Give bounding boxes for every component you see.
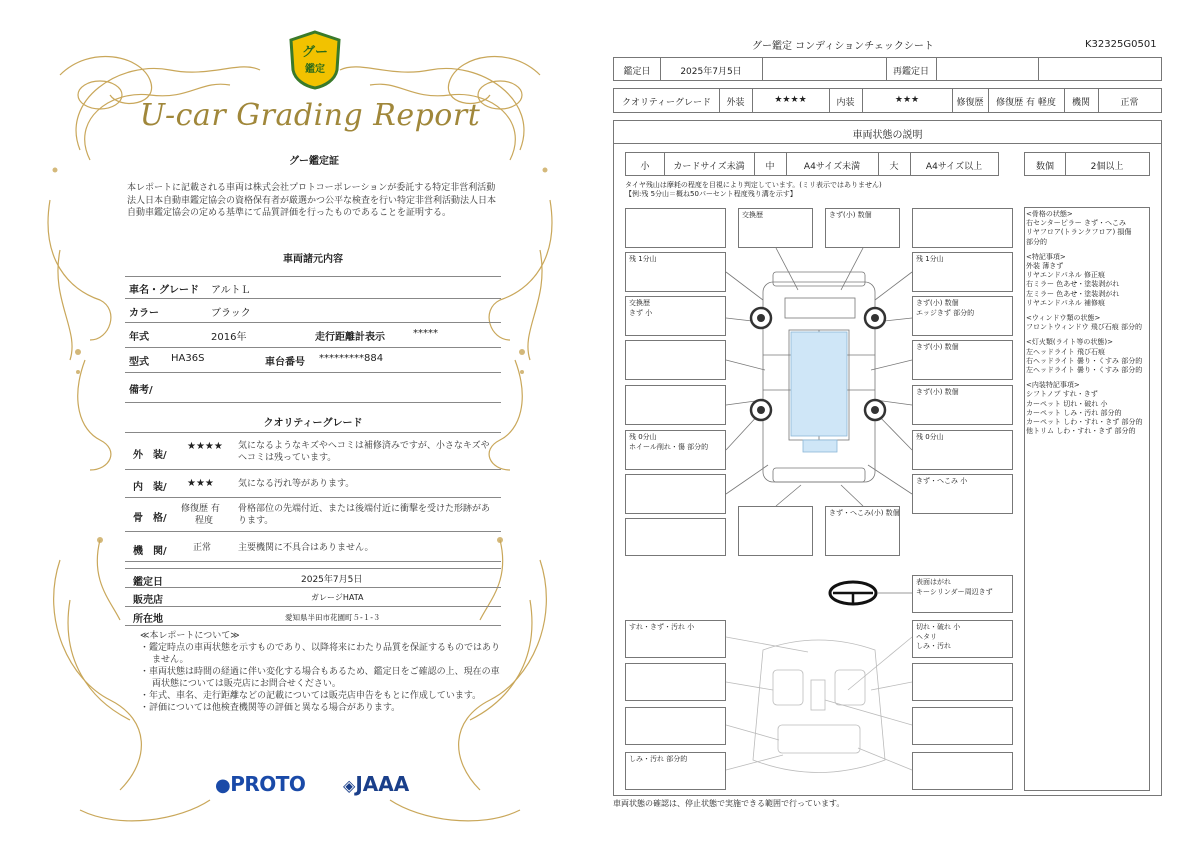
annotation-text: 残 0分山 xyxy=(629,433,657,441)
note-line: リヤエンドパネル 補修痕 xyxy=(1026,298,1105,307)
frame-label: 骨 格/ xyxy=(133,513,167,524)
spec-name-label: 車名・グレード xyxy=(129,285,199,296)
spec-row-color xyxy=(125,299,501,323)
annotation-text: 交換歴 xyxy=(629,299,650,307)
note-line: 左ミラー 色あせ・塗装剥がれ xyxy=(1026,289,1120,298)
annotation-text: キーシリンダー周辺きず xyxy=(916,587,993,596)
engine-value: 正常 xyxy=(193,543,212,553)
legend-medium-desc: A4サイズ未満 xyxy=(803,162,861,172)
footer-logos xyxy=(215,770,415,800)
interior-value-r: ★★★ xyxy=(894,95,920,105)
spec-row-model xyxy=(125,348,501,373)
spec-color-value: ブラック xyxy=(211,308,251,319)
info-shop-label: 販売店 xyxy=(133,595,163,606)
note-line: カーペット しわ・すれ・きず 部分的 xyxy=(1026,418,1143,427)
note-line: 他トリム しわ・すれ・きず 部分的 xyxy=(1026,427,1136,436)
steering-wheel-icon xyxy=(830,582,912,604)
interior-label-r: 内装 xyxy=(836,98,855,108)
sheet-title: グー鑑定 コンディションチェックシート xyxy=(752,41,934,52)
spec-chassis-value: *********884 xyxy=(319,353,384,364)
quality-row-frame xyxy=(125,498,501,532)
interior-diagram xyxy=(726,637,912,773)
spec-name-value: アルトＬ xyxy=(211,285,251,296)
info-row-shop xyxy=(125,588,501,607)
exterior-text: 気になるようなキズやヘコミは補修済みですが、小さなキズやヘコミは残っています。 xyxy=(238,441,490,463)
note-line: 左ヘッドライト 飛び石痕 xyxy=(1026,347,1106,356)
interior-label: 内 装/ xyxy=(133,482,167,493)
count-legend xyxy=(1024,152,1150,176)
car-diagram xyxy=(613,200,1023,800)
quality-row-engine xyxy=(125,532,501,562)
tire-note-2: 【例:残 5分山＝概ね50パーセント程度残り溝を示す】 xyxy=(625,190,797,198)
proto-logo-text: PROTO xyxy=(230,772,306,796)
note-heading: <骨格の状態> xyxy=(1026,210,1073,218)
annotation-text: 切れ・破れ 小 xyxy=(916,623,961,631)
annotation-text: 表面はがれ xyxy=(916,578,951,586)
engine-value-r: 正常 xyxy=(1120,98,1139,108)
annotation-text: ホイール削れ・傷 部分的 xyxy=(629,442,709,451)
certificate-body: 本レポートに記載される車両は株式会社プロトコーポレーションが委託する特定非営利活動法人日本自動車鑑定協会の資格保有者が厳選かつ公平な検査を行い特定非営利活動法人日本自動車鑑定協会の定める基準にて品質評価を行ったものであることを証明する。 xyxy=(127,183,497,218)
annotation-text: エッジきず 部分的 xyxy=(916,308,975,317)
goo-badge xyxy=(287,30,343,90)
engine-text: 主要機関に不具合はありません。 xyxy=(238,543,374,553)
report-notes xyxy=(140,630,500,714)
sheet-footer: 車両状態の確認は、停止状態で実施できる範囲で行っています。 xyxy=(613,799,845,808)
annotation-text: 残 1分山 xyxy=(916,255,944,263)
note-item: ・車両状態は時間の経過に伴い変化する場合もあるため、鑑定日をご確認の上、現在の車両状態については販売店にお問合せください。 xyxy=(140,667,500,689)
note-heading: <特記事項> xyxy=(1026,252,1066,261)
note-heading: <内装特記事項> xyxy=(1026,381,1080,390)
certificate-title: グー鑑定証 xyxy=(289,156,339,167)
exterior-label-r: 外装 xyxy=(726,98,745,108)
grade-row xyxy=(613,88,1162,113)
note-line: リヤエンドパネル 修正痕 xyxy=(1026,271,1105,280)
info-address-label: 所在地 xyxy=(133,614,163,625)
spec-chassis-label: 車台番号 xyxy=(265,357,305,368)
shield-icon xyxy=(287,30,343,90)
quality-row-interior xyxy=(125,470,501,498)
repair-label-r: 修復歴 xyxy=(956,98,984,108)
note-line: 部分的 xyxy=(1026,237,1047,246)
spec-mileage-value: ***** xyxy=(413,328,438,339)
annotation-text: きず(小) 数個 xyxy=(829,211,872,219)
size-legend xyxy=(625,152,999,176)
spec-row-name xyxy=(125,276,501,299)
annotation-text: 交換歴 xyxy=(742,211,763,219)
annotation-text: きず(小) 数個 xyxy=(916,388,959,396)
date-value: 2025年7月5日 xyxy=(680,67,742,77)
note-heading: <灯火類(ライト等の状態)> xyxy=(1026,338,1113,347)
legend-small-desc: カードサイズ未満 xyxy=(673,162,745,172)
exterior-value-r: ★★★★ xyxy=(774,95,807,105)
legend-count-desc: 2個以上 xyxy=(1090,162,1124,172)
note-item: ・評価については他検査機関等の評価と異なる場合があります。 xyxy=(140,703,401,713)
annotation-text: きず・へこみ 小 xyxy=(916,477,968,485)
annotation-text: しみ・汚れ xyxy=(916,642,951,650)
jaaa-logo-text: JAAA xyxy=(355,772,410,796)
annotation-text: きず・へこみ(小) 数個 xyxy=(829,509,900,517)
info-row-date xyxy=(125,568,501,588)
repair-value-r: 修復歴 有 軽度 xyxy=(996,98,1056,108)
legend-large-desc: A4サイズ以上 xyxy=(925,162,983,172)
note-line: フロントウィンドウ 飛び石痕 部分的 xyxy=(1026,323,1143,332)
note-heading: <ウィンドウ類の状態> xyxy=(1026,314,1101,323)
condition-notes xyxy=(1026,210,1160,436)
annotation-text: 残 1分山 xyxy=(629,255,657,263)
annotation-text: 残 0分山 xyxy=(916,433,944,441)
frame-value-2: 程度 xyxy=(195,516,214,526)
grade-label: クオリティーグレード xyxy=(621,98,712,108)
spec-year-value: 2016年 xyxy=(211,332,247,343)
tire-note-1: タイヤ残山は摩耗の程度を目視により判定しています。(ミリ表示ではありません) xyxy=(625,181,882,189)
frame-text: 骨格部位の先端付近、または後端付近に衝撃を受けた形跡があります。 xyxy=(238,504,491,526)
interior-stars: ★★★ xyxy=(187,478,214,489)
recheck-label: 再鑑定日 xyxy=(892,67,929,77)
quality-title: クオリティーグレード xyxy=(263,418,363,429)
spec-color-label: カラー xyxy=(129,308,159,319)
engine-label-r: 機関 xyxy=(1071,98,1090,108)
spec-row-remarks xyxy=(125,373,501,403)
exterior-label: 外 装/ xyxy=(133,450,167,461)
section-title: 車両状態の説明 xyxy=(852,130,923,141)
note-line: 左ヘッドライト 曇り・くすみ 部分的 xyxy=(1026,366,1143,375)
note-line: 右センターピラー きず・へこみ xyxy=(1026,219,1126,228)
jaaa-logo: ◈JAAA xyxy=(343,772,410,796)
note-line: 右ミラー 色あせ・塗装剥がれ xyxy=(1026,280,1120,289)
report-script-title: U-car Grading Report xyxy=(139,98,481,133)
sheet-code: K32325G0501 xyxy=(1085,39,1157,50)
info-date-label: 鑑定日 xyxy=(133,577,163,588)
legend-count: 数個 xyxy=(1035,162,1054,172)
annotation-text: ヘタリ xyxy=(916,632,937,641)
note-line: 右ヘッドライト 曇り・くすみ 部分的 xyxy=(1026,356,1143,365)
specs-title: 車両諸元内容 xyxy=(283,254,343,265)
note-line: カーペット 切れ・破れ 小 xyxy=(1026,399,1108,408)
frame-value-1: 修復歴 有 xyxy=(181,504,220,514)
spec-remarks-label: 備考/ xyxy=(129,385,153,396)
date-label: 鑑定日 xyxy=(623,67,651,77)
annotation-text: すれ・きず・汚れ 小 xyxy=(629,623,695,631)
note-line: カーペット しみ・汚れ 部分的 xyxy=(1026,408,1122,417)
info-shop-value: ガレージHATA xyxy=(311,593,364,602)
spec-row-year xyxy=(125,323,501,348)
notes-title: ≪本レポートについて≫ xyxy=(140,631,240,641)
quality-row-exterior xyxy=(125,432,501,470)
legend-large: 大 xyxy=(889,162,899,172)
info-row-address xyxy=(125,607,501,626)
spec-model-label: 型式 xyxy=(129,357,149,368)
annotation-text: きず(小) 数個 xyxy=(916,343,959,351)
annotation-text: しみ・汚れ 部分的 xyxy=(629,755,688,763)
note-line: 外装 薄きず xyxy=(1026,262,1064,271)
annotation-text: きず(小) 数個 xyxy=(916,299,959,307)
spec-model-value: HA36S xyxy=(171,353,205,364)
proto-logo: ●PROTO xyxy=(215,772,306,796)
spec-mileage-label: 走行距離計表示 xyxy=(315,332,385,343)
annotation-text: きず 小 xyxy=(629,308,653,317)
legend-medium: 中 xyxy=(765,162,775,172)
info-date-value: 2025年7月5日 xyxy=(301,575,363,585)
date-row xyxy=(613,57,1162,81)
badge-text-bottom: 鑑定 xyxy=(305,64,325,75)
info-address-value: 愛知県半田市花園町５-１-３ xyxy=(285,613,381,622)
badge-text-top: グー xyxy=(301,45,329,60)
legend-small: 小 xyxy=(640,162,650,172)
engine-label: 機 関/ xyxy=(133,546,167,557)
note-item: ・年式、車名、走行距離などの記載については販売店申告をもとに作成しています。 xyxy=(140,691,482,701)
interior-text: 気になる汚れ等があります。 xyxy=(238,479,355,489)
section-header xyxy=(613,120,1162,144)
spec-year-label: 年式 xyxy=(129,332,149,343)
note-item: ・鑑定時点の車両状態を示すものであり、以降将来にわたり品質を保証するものではありません。 xyxy=(140,643,501,665)
exterior-stars: ★★★★ xyxy=(187,441,223,452)
note-line: リヤフロア(トランクフロア) 損傷 xyxy=(1026,228,1132,237)
note-line: シフトノブ すれ・きず xyxy=(1026,390,1098,399)
